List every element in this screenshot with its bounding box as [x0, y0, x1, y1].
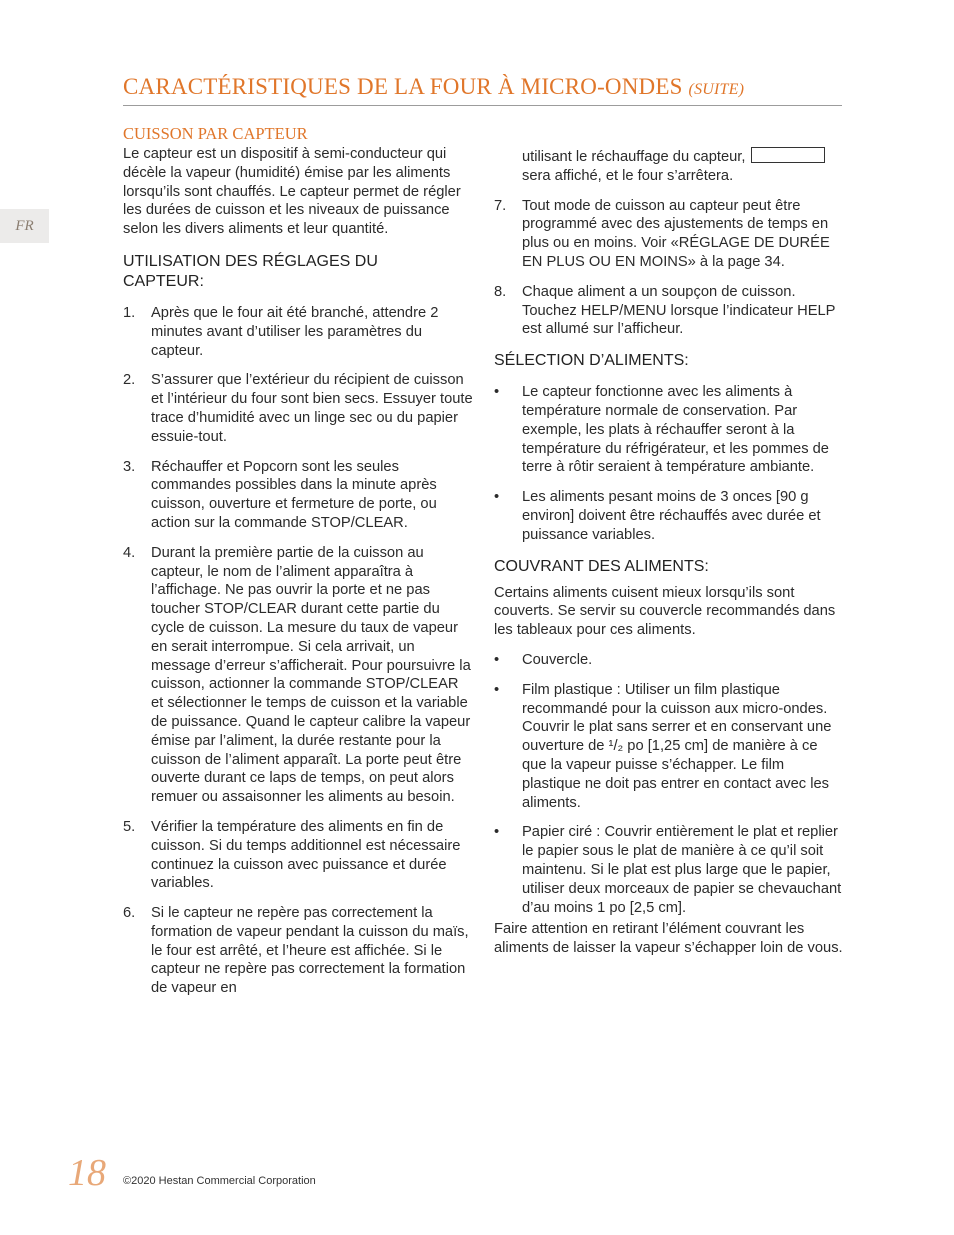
list-number: 3. [123, 458, 136, 475]
list-item [494, 197, 844, 272]
list-item [123, 458, 473, 533]
bullet-icon: • [494, 824, 500, 841]
bullet-list-couvrant [494, 651, 844, 917]
list-number: 5. [123, 818, 136, 835]
list-item-text: Réchauffer et Popcorn sont les seules commandes possibles dans la minute après cuisson, ouverture et fermeture de porte, ou action sur la commande STOP/CLEAR. [151, 458, 437, 531]
list-item-continuation [494, 147, 844, 186]
list-item-text: Vérifier la température des aliments en fin de cuisson. Si du temps additionnel est nécessaire continuez la cuisson avec puissance et durée variables. [151, 818, 461, 892]
page-title-suffix: (SUITE) [688, 81, 745, 98]
bullet-text: Film plastique : Utiliser un film plastique recommandé pour la cuisson aux micro-ondes. Couvrir le plat sans serrer et en conservant une ouverture de ¹/₂ po [1,25 cm] de manière à ce que la vapeur puisse s’échapper. Le film plastique ne doit pas entrer en contact avec les aliments. [522, 681, 832, 811]
list-item-text: Après que le four ait été branché, attendre 2 minutes avant d’utiliser les paramètres du capteur. [151, 304, 439, 359]
list-number: 8. [494, 283, 507, 300]
page-number: 18 [68, 1152, 106, 1194]
section-title-utilisation: UTILISATION DES RÉGLAGES DU CAPTEUR: [123, 252, 378, 290]
bullet-icon: • [494, 651, 500, 668]
list-number: 1. [123, 304, 136, 321]
list-number: 4. [123, 544, 136, 561]
numbered-list-left [123, 304, 473, 998]
list-item-text: Tout mode de cuisson au capteur peut être programmé avec des ajustements de temps en plus ou en moins. Voir «RÉGLAGE DE DURÉE EN PLUS OU EN MOINS» à la page 34. [522, 197, 830, 270]
list-item-text: Durant la première partie de la cuisson au capteur, le nom de l’aliment apparaîtra à l’affichage. Ne pas ouvrir la porte et ne pas toucher STOP/CLEAR durant cette partie du cycle de cuisson. La mesure du taux de vapeur en serait interrompue. Si cela arrivait, un message d’erreur s’afficherait. Pour poursuivre la cuisson, actionner la commande STOP/CLEAR et sélectionner le temps de cuisson et la variable de puissance. Quand le capteur calibre la vapeur émise par l’aliment, la durée restante pour la cuisson de l’aliment apparaît. La porte peut être ouverte durant ce laps de temps, on peut alors remuer ou assaisonner les aliments au besoin. [151, 544, 471, 806]
list-item [123, 904, 473, 998]
bullet-icon: • [494, 489, 500, 506]
continuation-text-2: sera affiché, et le four s’arrêtera. [522, 167, 734, 184]
list-item [123, 304, 473, 360]
list-number: 7. [494, 197, 507, 214]
section-outro-couvrant: Faire attention en retirant l’élément couvrant les aliments de laisser la vapeur s’échapper loin de vous. [494, 921, 843, 957]
bullet-item [494, 383, 844, 477]
section-title-selection-aliments: SÉLECTION D’ALIMENTS: [494, 352, 689, 370]
bullet-icon: • [494, 384, 500, 401]
page-title-text: CARACTÉRISTIQUES DE LA FOUR À MICRO-ONDES [123, 74, 683, 99]
bullet-list-selection [494, 383, 844, 544]
section-intro-couvrant: Certains aliments cuisent mieux lorsqu’ils sont couverts. Se servir su couvercle recommandés dans les tableaux pour ces aliments. [494, 584, 836, 639]
list-item-text: Si le capteur ne repère pas correctement la formation de vapeur pendant la cuisson du maïs, le four est arrêté, et l’heure est affichée. Si le capteur ne repère pas correctement la formation de vapeur en [151, 905, 469, 997]
bullet-text: Couvercle. [522, 651, 593, 668]
section-body-cuisson-capteur: Le capteur est un dispositif à semi-conducteur qui décèle la vapeur (humidité) émise par les aliments lorsqu’ils sont chauffés. Le capteur permet de régler les durées de cuisson et les niveaux de puissance selon les divers aliments et leur quantité. [123, 146, 461, 238]
continuation-text-1: utilisant le réchauffage du capteur, [522, 149, 746, 165]
list-number: 2. [123, 372, 136, 389]
numbered-list-right [494, 197, 844, 340]
page-title [123, 72, 842, 105]
bullet-item [494, 681, 844, 813]
list-item-text: S’assurer que l’extérieur du récipient de cuisson et l’intérieur du four sont bien secs. Essuyer toute trace d’humidité avec un linge sec ou du papier essuie-tout. [151, 372, 473, 445]
list-item [494, 283, 844, 339]
list-number: 6. [123, 905, 136, 922]
right-column [494, 147, 844, 958]
section-title-cuisson-capteur: CUISSON PAR CAPTEUR [123, 124, 308, 143]
bullet-item [494, 823, 844, 917]
list-item [123, 818, 473, 893]
section-title-couvrant-aliments: COUVRANT DES ALIMENTS: [494, 557, 709, 575]
bullet-text: Papier ciré : Couvrir entièrement le plat et replier le papier sous le plat de manière à ce qu’il soit maintenu. Si le plat est plus large que le papier, utiliser deux morceaux de papier se chevauchant d’au moins 1 po [2,5 cm]. [522, 824, 842, 916]
left-column [123, 124, 473, 998]
bullet-item [494, 651, 844, 670]
language-tab: FR [0, 209, 49, 243]
list-item [123, 544, 473, 807]
bullet-text: Le capteur fonctionne avec les aliments à température normale de conservation. Par exemple, les plats à réchauffer seront à la température du réfrigérateur, et les pommes de terre à rôtir seraient à température ambiante. [522, 384, 829, 476]
list-item [123, 371, 473, 446]
bullet-icon: • [494, 681, 500, 698]
display-placeholder-box [751, 147, 825, 163]
bullet-text: Les aliments pesant moins de 3 onces [90 g environ] doivent être réchauffés avec durée et puissance variables. [522, 489, 821, 543]
copyright-text: ©2020 Hestan Commercial Corporation [123, 1175, 316, 1187]
bullet-item [494, 488, 844, 544]
page-header [123, 72, 842, 106]
list-item-text: Chaque aliment a un soupçon de cuisson. Touchez HELP/MENU lorsque l’indicateur HELP est allumé sur l’afficheur. [522, 283, 836, 338]
